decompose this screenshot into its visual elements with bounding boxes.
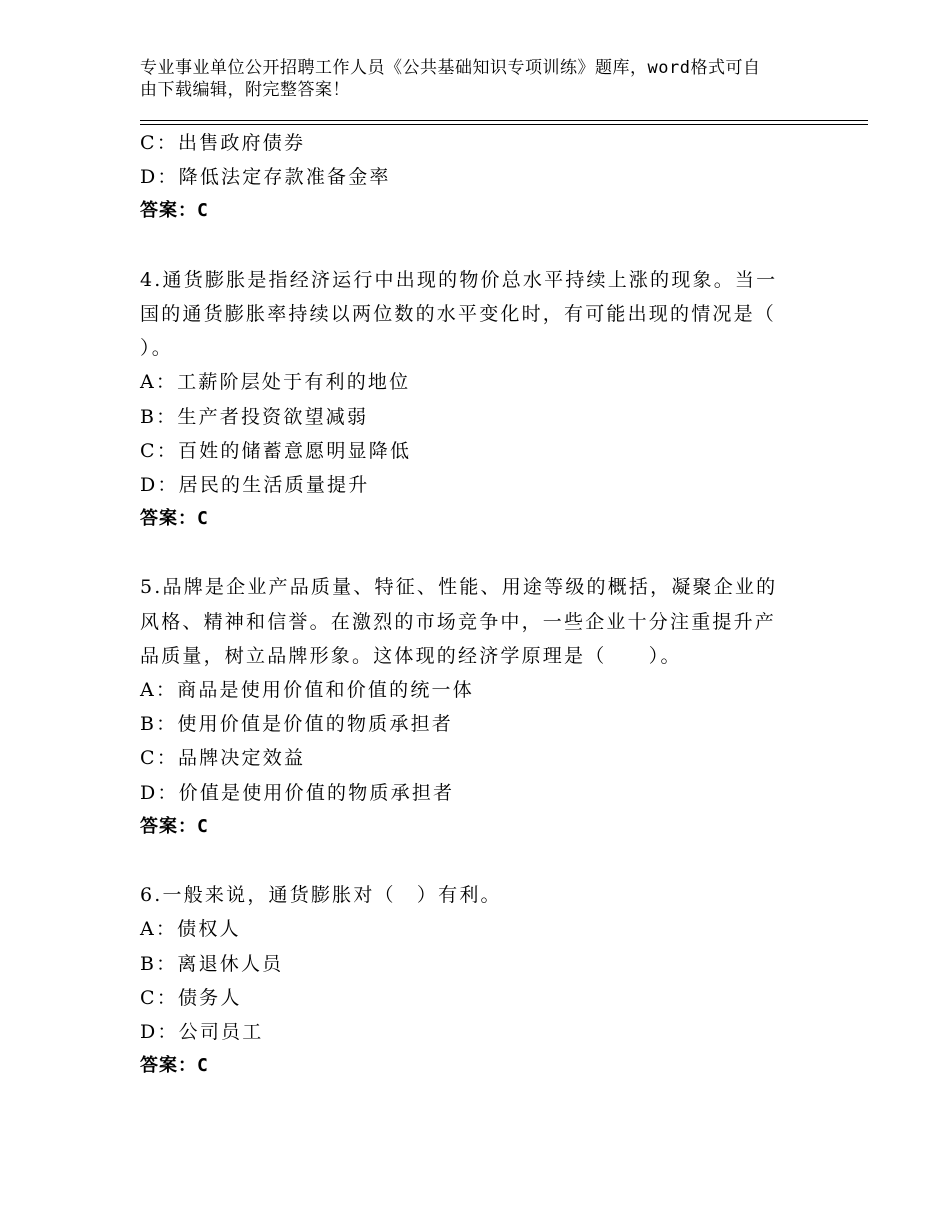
answer-line: 答案：C [140, 815, 209, 837]
answer-line: 答案：C [140, 200, 209, 222]
header-rule-thin [140, 124, 868, 125]
option-b: B：生产者投资欲望减弱 [140, 405, 369, 428]
option-d: D：降低法定存款准备金率 [140, 166, 391, 189]
question-6 [140, 878, 820, 1083]
question-text-line: 5.品牌是企业产品质量、特征、性能、用途等级的概括，凝聚企业的 [140, 576, 778, 599]
option-c: C：百姓的储蓄意愿明显降低 [140, 439, 412, 462]
question-list [140, 126, 820, 1083]
option-c: C：品牌决定效益 [140, 747, 306, 770]
option-c: C：出售政府债券 [140, 132, 306, 154]
question-text-line: 风格、精神和信誉。在激烈的市场竞争中，一些企业十分注重提升产 [140, 610, 777, 633]
answer-line: 答案：C [140, 508, 209, 530]
option-b: B：离退休人员 [140, 952, 284, 975]
page-header [140, 57, 820, 101]
option-c: C：债务人 [140, 986, 242, 1009]
answer-line: 答案：C [140, 1055, 209, 1077]
header-line-1: 专业事业单位公开招聘工作人员《公共基础知识专项训练》题库，word格式可自 [140, 58, 761, 78]
header-rule-thick [140, 120, 868, 121]
question-text-line: 国的通货膨胀率持续以两位数的水平变化时，有可能出现的情况是（ [140, 302, 777, 325]
option-a: A：工薪阶层处于有利的地位 [140, 371, 411, 394]
option-d: D：公司员工 [140, 1020, 264, 1043]
question-4 [140, 263, 820, 537]
question-text-line: 品质量，树立品牌形象。这体现的经济学原理是（ ）。 [140, 644, 682, 667]
question-text-line: 6.一般来说，通货膨胀对（ ）有利。 [140, 884, 502, 907]
option-a: A：债权人 [140, 918, 241, 941]
option-a: A：商品是使用价值和价值的统一体 [140, 679, 474, 701]
question-text-line: 4.通货膨胀是指经济运行中出现的物价总水平持续上涨的现象。当一 [140, 268, 778, 291]
previous-question-tail [140, 126, 820, 229]
option-b: B：使用价值是价值的物质承担者 [140, 713, 453, 736]
header-line-2: 由下载编辑，附完整答案！ [140, 80, 350, 100]
option-d: D：价值是使用价值的物质承担者 [140, 781, 455, 804]
question-text-line: ）。 [140, 337, 173, 360]
option-d: D：居民的生活质量提升 [140, 473, 370, 496]
question-5 [140, 570, 820, 844]
